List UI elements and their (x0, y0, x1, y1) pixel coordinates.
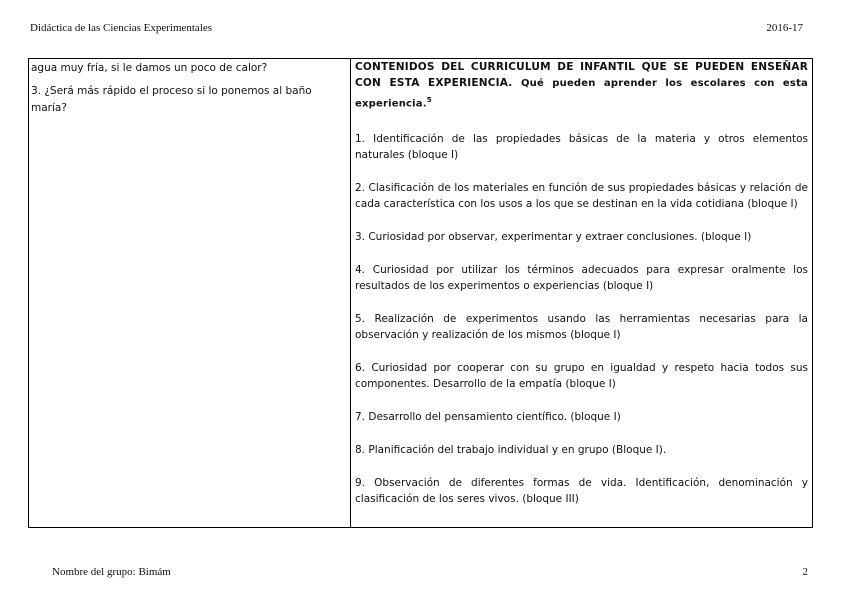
header-year: 2016-17 (766, 22, 803, 34)
left-text-1: agua muy fría, si le damos un poco de calor? (31, 62, 268, 74)
content-item-6: 6. Curiosidad por cooperar con su grupo en igualdad y respeto hacia todos sus componentes. Desarrollo de la empatía (bloque I) (355, 361, 808, 390)
content-table (28, 58, 813, 528)
content-item-4: 4. Curiosidad por utilizar los términos adecuados para expresar oralmente los resultados de los experimentos o experiencias (bloque I) (355, 263, 808, 292)
header-subject: Didáctica de las Ciencias Experimentales (30, 22, 213, 34)
left-column (29, 59, 351, 527)
heading-sub: Qué pueden aprender los escolares con esta experiencia. (355, 78, 808, 110)
content-item-8: 8. Planificación del trabajo individual y en grupo (Bloque I). (355, 443, 667, 456)
content-item-1: 1. Identificación de las propiedades básicas de la materia y otros elementos naturales (bloque I) (355, 132, 808, 161)
content-item-9: 9. Observación de diferentes formas de vida. Identificación, denominación y clasificación de los seres vivos. (bloque III) (355, 476, 808, 505)
page-number: 2 (802, 566, 808, 578)
footnote-mark: 5 (426, 96, 432, 104)
right-column (351, 59, 812, 527)
heading-main: CONTENIDOS DEL CURRICULUM DE INFANTIL QUE SE PUEDEN ENSEÑAR CON ESTA EXPERIENCIA. (355, 61, 808, 89)
content-item-3: 3. Curiosidad por observar, experimentar y extraer conclusiones. (bloque I) (355, 230, 752, 243)
content-item-2: 2. Clasificación de los materiales en función de sus propiedades básicas y relación de cada característica con los usos a los que se destinan en la vida cotidiana (bloque I) (355, 181, 808, 210)
content-item-5: 5. Realización de experimentos usando las herramientas necesarias para la observación y realización de los mismos (bloque I) (355, 312, 808, 341)
contents-heading (355, 59, 808, 113)
left-text-2: 3. ¿Será más rápido el proceso si lo ponemos al baño maría? (31, 85, 312, 114)
footer-group-name: Nombre del grupo: Bimám (52, 566, 171, 578)
content-item-7: 7. Desarrollo del pensamiento científico. (bloque I) (355, 410, 621, 423)
